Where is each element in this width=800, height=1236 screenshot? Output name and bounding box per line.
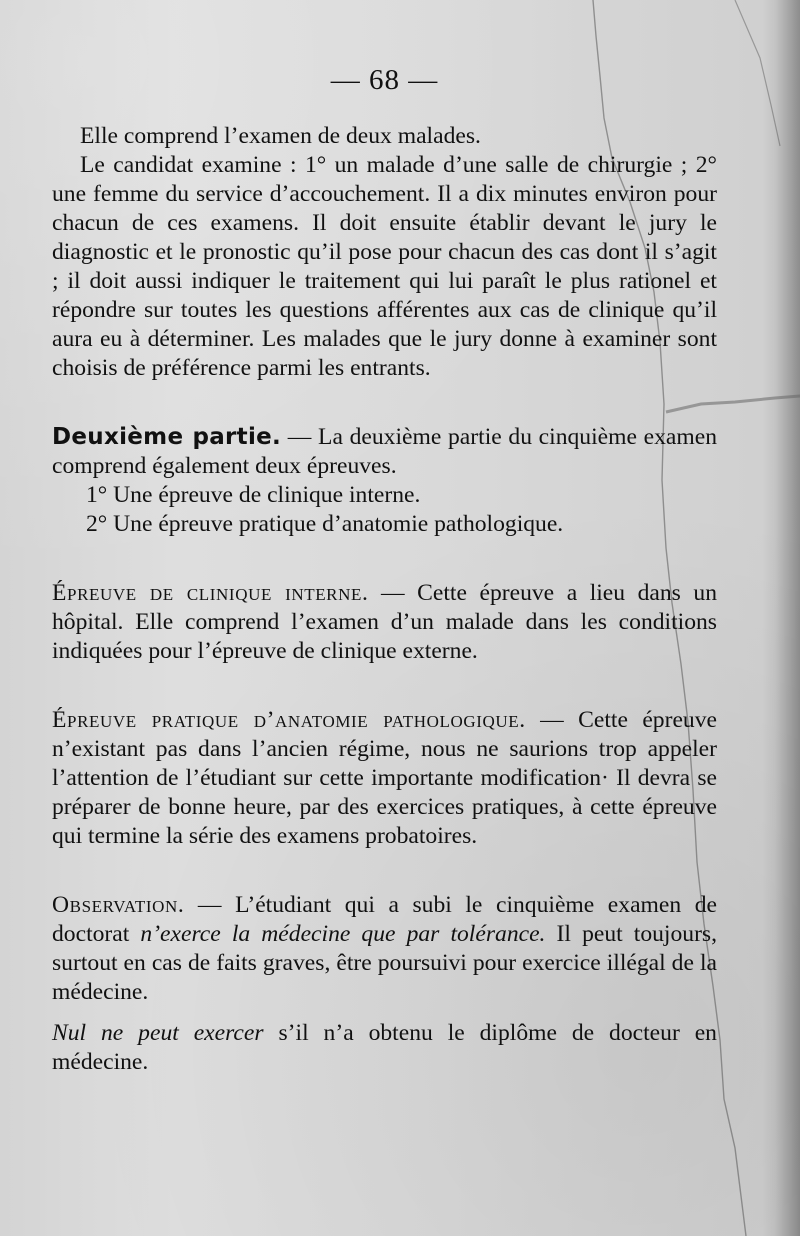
- section-deuxieme-partie: [52, 423, 717, 481]
- list-item-2: 2° Une épreuve pratique d’anatomie pathologique.: [86, 511, 564, 537]
- section-observation: [52, 891, 717, 1007]
- paragraph-candidate-exam: Le candidat examine : 1° un malade d’une salle de chirurgie ; 2° une femme du service d’accouchement. Il a dix minutes environ pour chacun de ces examens. Il doit ensuite établir devant le jury le diagnostic et le pronostic qu’il pose pour chacun des cas dont il s’agit ; il doit aussi indiquer le traitement qui lui paraît le plus rationel et répondre sur toutes les questions afférentes aux cas de clinique qu’il aura eu à déterminer. Les malades que le jury donne à examiner sont choisis de préférence parmi les entrants.: [52, 152, 717, 381]
- clinique-heading: Épreuve de clinique interne.: [52, 580, 369, 606]
- anatomie-text: — Cette épreuve n’existant pas dans l’ancien régime, nous ne saurions trop appeler l’attention de l’étudiant sur cette importante modification· Il devra se préparer de bonne heure, par des exercices pratiques, à cette épreuve qui termine la série des examens probatoires.: [52, 707, 717, 849]
- clinique-text: — Cette épreuve a lieu dans un hôpital. Elle comprend l’examen d’un malade dans les conditions indiquées pour l’épreuve de clinique externe.: [52, 580, 717, 664]
- observation-heading: Observation.: [52, 892, 185, 918]
- closing-italic: Nul ne peut exercer: [52, 1020, 264, 1046]
- section-text: — La deuxième partie du cinquième examen comprend également deux épreuves.: [52, 424, 717, 479]
- section-title: Deuxième partie.: [52, 424, 282, 450]
- page-number: — 68 —: [330, 64, 439, 96]
- observation-text-before: — L’étudiant qui a subi le cinquième examen de doctorat: [52, 892, 717, 947]
- anatomie-heading: Épreuve pratique d’anatomie pathologique.: [52, 707, 526, 733]
- closing-paragraph: [52, 1019, 717, 1077]
- page-content: [52, 62, 717, 1077]
- closing-text: s’il n’a obtenu le diplôme de docteur en médecine.: [52, 1020, 717, 1075]
- observation-text-after: Il peut toujours, surtout en cas de faits graves, être poursuivi pour exercice illégal de la médecine.: [52, 921, 718, 1005]
- section-clinique-interne: [52, 579, 717, 666]
- list-item-1: 1° Une épreuve de clinique interne.: [86, 482, 421, 508]
- paragraph-intro: Elle comprend l’examen de deux malades.: [80, 123, 481, 149]
- observation-italic: n’exerce la médecine que par tolérance.: [140, 921, 546, 947]
- section-anatomie-pathologique: [52, 706, 717, 851]
